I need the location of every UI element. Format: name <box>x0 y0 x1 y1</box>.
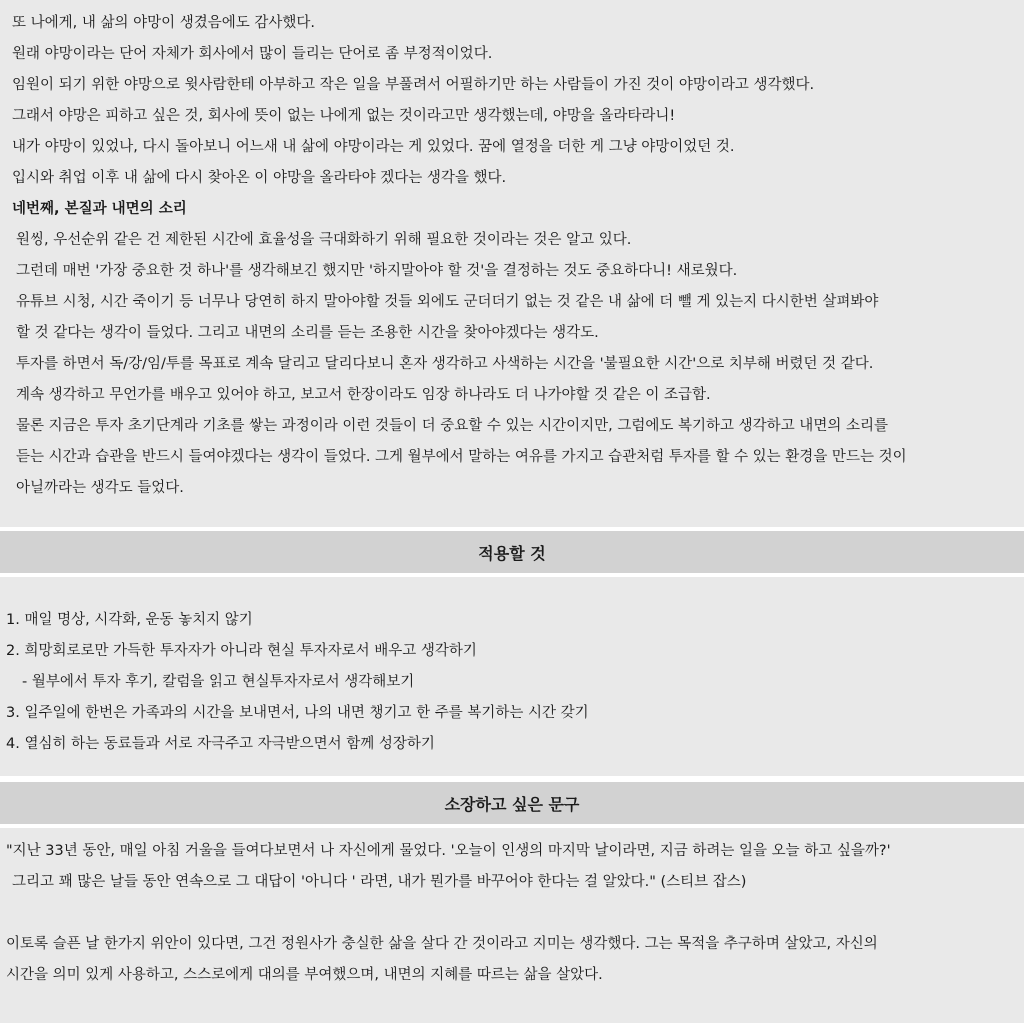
quote-block <box>0 828 1024 1023</box>
section-heading: 네번째, 본질과 내면의 소리 <box>12 201 187 217</box>
text-line: 할 것 같다는 생각이 들었다. 그리고 내면의 소리를 듣는 조용한 시간을 찾아야겠다는 생각도. <box>16 325 599 341</box>
apply-list <box>0 577 1024 776</box>
spacer <box>6 898 1014 929</box>
text-line: 그래서 야망은 피하고 싶은 것, 회사에 뜻이 없는 나에게 없는 것이라고만 생각했는데, 야망을 올라타라니! <box>12 108 676 124</box>
paragraph-line: 이토록 슬픈 날 한가지 위안이 있다면, 그건 정원사가 충실한 삶을 살다 간 것이라고 지미는 생각했다. 그는 목적을 추구하며 살았고, 자신의 <box>6 936 878 952</box>
list-item: 1. 매일 명상, 시각화, 운동 놓치지 않기 <box>6 612 253 628</box>
text-line: 임원이 되기 위한 야망으로 윗사람한테 아부하고 작은 일을 부풀려서 어필하기만 하는 사람들이 가진 것이 야망이라고 생각했다. <box>12 77 815 93</box>
text-line: 계속 생각하고 무언가를 배우고 있어야 하고, 보고서 한장이라도 임장 하나라도 더 나가야할 것 같은 이 조급함. <box>16 387 711 403</box>
list-item: 2. 희망회로로만 가득한 투자자가 아니라 현실 투자자로서 배우고 생각하기 <box>6 643 477 659</box>
text-line: 아닐까라는 생각도 들었다. <box>16 480 184 496</box>
text-line: 입시와 취업 이후 내 삶에 다시 찾아온 이 야망을 올라타야 겠다는 생각을 했다. <box>12 170 507 186</box>
text-line: 그런데 매번 '가장 중요한 것 하나'를 생각해보긴 했지만 '하지말아야 할 것'을 결정하는 것도 중요하다니! 새로웠다. <box>16 263 738 279</box>
list-item: 3. 일주일에 한번은 가족과의 시간을 보내면서, 나의 내면 챙기고 한 주를 복기하는 시간 갖기 <box>6 705 589 721</box>
paragraph-line: 시간을 의미 있게 사용하고, 스스로에게 대의를 부여했으며, 내면의 지혜를 따르는 삶을 살았다. <box>6 967 603 983</box>
text-line: 물론 지금은 투자 초기단계라 기초를 쌓는 과정이라 이런 것들이 더 중요할 수 있는 시간이지만, 그럼에도 복기하고 생각하고 내면의 소리를 <box>16 418 888 434</box>
text-line: 투자를 하면서 독/강/임/투를 목표로 계속 달리고 달리다보니 혼자 생각하고 사색하는 시간을 '불필요한 시간'으로 치부해 버렸던 것 같다. <box>16 356 874 372</box>
quote-line: 그리고 꽤 많은 날들 동안 연속으로 그 대답이 '아니다 ' 라면, 내가 뭔가를 바꾸어야 한다는 걸 알았다." (스티브 잡스) <box>12 874 747 890</box>
text-line: 원래 야망이라는 단어 자체가 회사에서 많이 들리는 단어로 좀 부정적이었다. <box>12 46 493 62</box>
text-line: 원씽, 우선순위 같은 건 제한된 시간에 효율성을 극대화하기 위해 필요한 것이라는 것은 알고 있다. <box>16 232 632 248</box>
text-line: 유튜브 시청, 시간 죽이기 등 너무나 당연히 하지 말아야할 것들 외에도 군더더기 없는 것 같은 내 삶에 더 뺄 게 있는지 다시한번 살펴봐야 <box>16 294 879 310</box>
quote-line: "지난 33년 동안, 매일 아침 거울을 들여다보면서 나 자신에게 물었다. '오늘이 인생의 마지막 날이라면, 지금 하려는 일을 오늘 하고 싶을까?' <box>6 843 891 859</box>
list-item: 4. 열심히 하는 동료들과 서로 자극주고 자극받으면서 함께 성장하기 <box>6 736 435 752</box>
text-line: 듣는 시간과 습관을 반드시 들여야겠다는 생각이 들었다. 그게 월부에서 말하는 여유를 가지고 습관처럼 투자를 할 수 있는 환경을 만드는 것이 <box>16 449 907 465</box>
text-line: 내가 야망이 있었나, 다시 돌아보니 어느새 내 삶에 야망이라는 게 있었다. 꿈에 열정을 더한 게 그냥 야망이었던 것. <box>12 139 735 155</box>
quote-section-title: 소장하고 싶은 문구 <box>0 782 1024 824</box>
list-subitem: - 월부에서 투자 후기, 칼럼을 읽고 현실투자자로서 생각해보기 <box>22 674 415 690</box>
apply-section-title: 적용할 것 <box>0 531 1024 573</box>
text-line: 또 나에게, 내 삶의 야망이 생겼음에도 감사했다. <box>12 15 316 31</box>
